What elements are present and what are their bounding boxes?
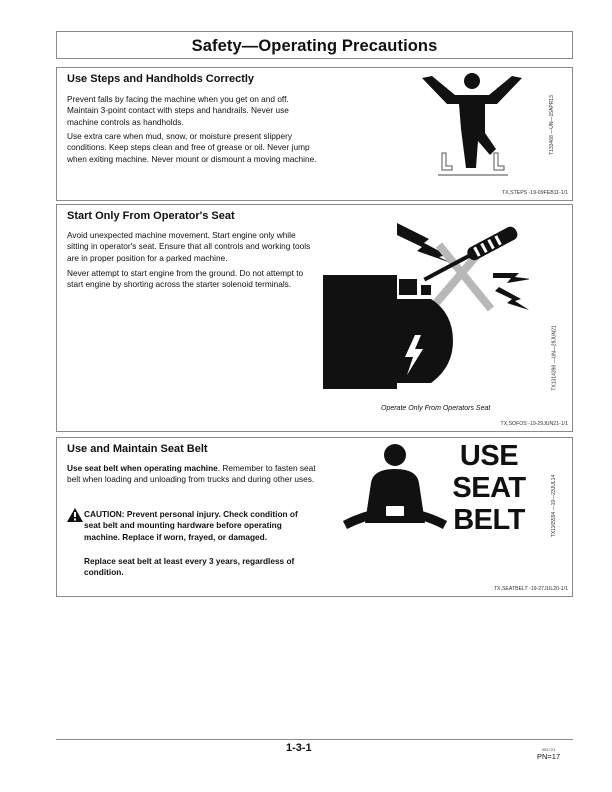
footer-code: 061721: [542, 747, 556, 752]
section-start-operator-seat: [56, 204, 573, 432]
section-paragraph: Prevent falls by facing the machine when you get on and off. Maintain 3-point contact with steps and handrails. Never use machine controls as handholds.: [67, 94, 289, 127]
replace-text: Replace seat belt at least every 3 years, regardless of condition.: [84, 556, 295, 578]
figure-code: TX1314398 —UN—29JUN21: [551, 325, 558, 391]
figure-code: TX1165594 —19—23JUL14: [551, 474, 558, 538]
section-heading: Start Only From Operator's Seat: [67, 210, 235, 222]
sign-line: BELT: [453, 504, 525, 536]
section-tag: TX,SEATBELT -19-27JUL20-1/1: [493, 586, 568, 592]
person-on-steps-icon: [412, 71, 532, 179]
sign-line: USE: [459, 440, 519, 472]
section-heading: Use Steps and Handholds Correctly: [67, 73, 255, 85]
page-number: 1-3-1: [286, 742, 312, 754]
section-paragraph: Avoid unexpected machine movement. Start engine only while sitting in operator's seat. Ensure that all controls and working tools are in proper position for a parked machine.: [67, 230, 311, 263]
title-box: [56, 31, 573, 59]
pn-label: PN=17: [537, 752, 561, 761]
intro-bold: Use seat belt when operating machine: [67, 463, 218, 473]
intro-rest: . Remember to fasten seat belt when loading and unloading from trucks and during other uses.: [67, 463, 316, 485]
figure-code: T133468 —UN—15APR13: [548, 95, 555, 155]
caution-text: CAUTION: Prevent personal injury. Check condition of seat belt and mounting hardware before operating machine. Replace if worn, frayed, or damaged.: [84, 509, 298, 542]
section-steps: [56, 67, 573, 201]
seat-belt-person-icon: [341, 443, 451, 543]
section-tag: TX,STEPS -19-09FEB11-1/1: [502, 190, 568, 196]
figure-caption: Operate Only From Operators Seat: [381, 405, 491, 412]
screwdriver-solenoid-prohibited-icon: [319, 217, 529, 392]
section-paragraph: Never attempt to start engine from the ground. Do not attempt to start engine by shorting across the starter solenoid terminals.: [67, 268, 304, 290]
section-tag: TX,SOFOS -19-29JUN21-1/1: [500, 421, 568, 427]
section-seat-belt: [56, 437, 573, 597]
section-paragraph: Use extra care when mud, snow, or moisture present slippery conditions. Keep steps clean and free of grease or oil. Never jump when exiting machine. Never mount or dismount a moving machine.: [67, 131, 317, 164]
use-seat-belt-sign: [449, 440, 529, 536]
warning-triangle-icon: [67, 508, 83, 522]
section-paragraph: [67, 463, 317, 486]
page-title: Safety—Operating Precautions: [191, 37, 438, 55]
footer-rule: [56, 739, 573, 740]
section-heading: Use and Maintain Seat Belt: [67, 443, 208, 455]
sign-line: SEAT: [452, 472, 526, 504]
